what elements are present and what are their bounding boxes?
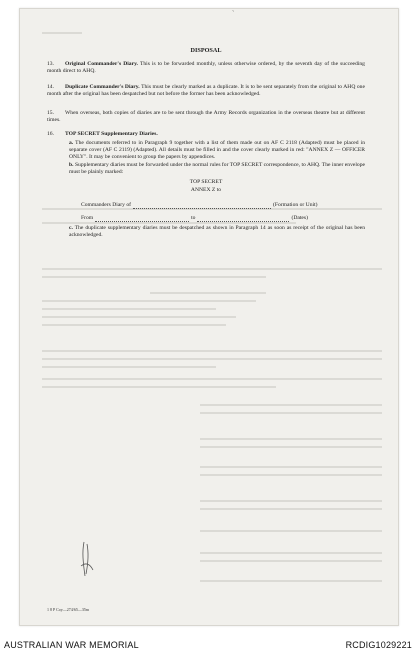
subparagraph-text: The documents referred to in Paragraph 9 together with a list of them made out on AF C 2118 (Adapted) must be placed in separate cover (AF C 2119) (Adapted). All details must be filled in and the cover clearly marked in red: "ANNEX Z — OFFICER ONLY". It may be convenient to group the papers by appendices. [69,139,365,160]
form-line-dates [47,215,365,222]
form-hint: (Dates) [291,215,308,222]
form-line-commanders-diary [47,202,365,209]
paragraph-number: 14. [47,84,54,90]
paragraph-15 [47,110,365,124]
form-hint: (Formation or Unit) [273,202,318,209]
form-label: From [81,215,94,222]
envelope-marking-top-secret: TOP SECRET [189,179,223,186]
archive-name: AUSTRALIAN WAR MEMORIAL [4,640,139,650]
paragraph-title: TOP SECRET Supplementary Diaries. [65,131,158,137]
archive-record-id: RCDIG1029221 [345,640,412,650]
form-label: Commanders Diary of [81,202,132,209]
form-label: to [191,215,196,222]
subparagraph-a [47,140,365,161]
paragraph-14 [47,84,365,98]
paragraph-text: This is to be forwarded monthly, unless otherwise ordered, by the seventh day of the succeeding month direct to AHQ. [47,61,365,74]
section-heading: DISPOSAL [190,47,222,54]
print-footnote: 1 8 P Coy—274/65—35m [47,607,89,612]
envelope-marking-annex: ANNEX Z to [190,187,222,194]
archive-footer [0,634,416,654]
subparagraph-label: a. [69,139,74,146]
subparagraph-b [47,162,365,176]
paragraph-16 [47,131,365,239]
subparagraph-c [47,225,365,239]
paragraph-13 [47,61,365,75]
subparagraph-label: b. [69,161,74,168]
form-blank [197,216,289,222]
corner-mark: ˎ [232,4,235,12]
paragraph-text: This must be clearly marked as a duplicate. It is to be sent separately from the original to AHQ one month after the original has been despatched but not before the former has been acknowledged. [47,84,365,97]
paragraph-title: Duplicate Commander's Diary. [65,84,140,90]
form-blank [95,216,189,222]
paragraph-text: When overseas, both copies of diaries are to be sent through the Army Records organization in the overseas theatre but at different times. [47,110,365,123]
subparagraph-text: Supplementary diaries must be forwarded under the normal rules for TOP SECRET correspondence, to AHQ. The inner envelope must be plainly marked: [69,161,365,175]
handwritten-initials [78,540,96,580]
paragraph-number: 15. [47,110,54,116]
subparagraph-text: The duplicate supplementary diaries must be despatched as shown in Paragraph 14 as soon as receipt of the original has been acknowledged. [69,225,365,238]
paragraph-number: 13. [47,61,54,67]
paragraph-number: 16. [47,131,54,137]
form-blank [133,203,271,209]
paragraph-title: Original Commander's Diary. [65,61,138,67]
subparagraph-label: c. [69,225,73,232]
